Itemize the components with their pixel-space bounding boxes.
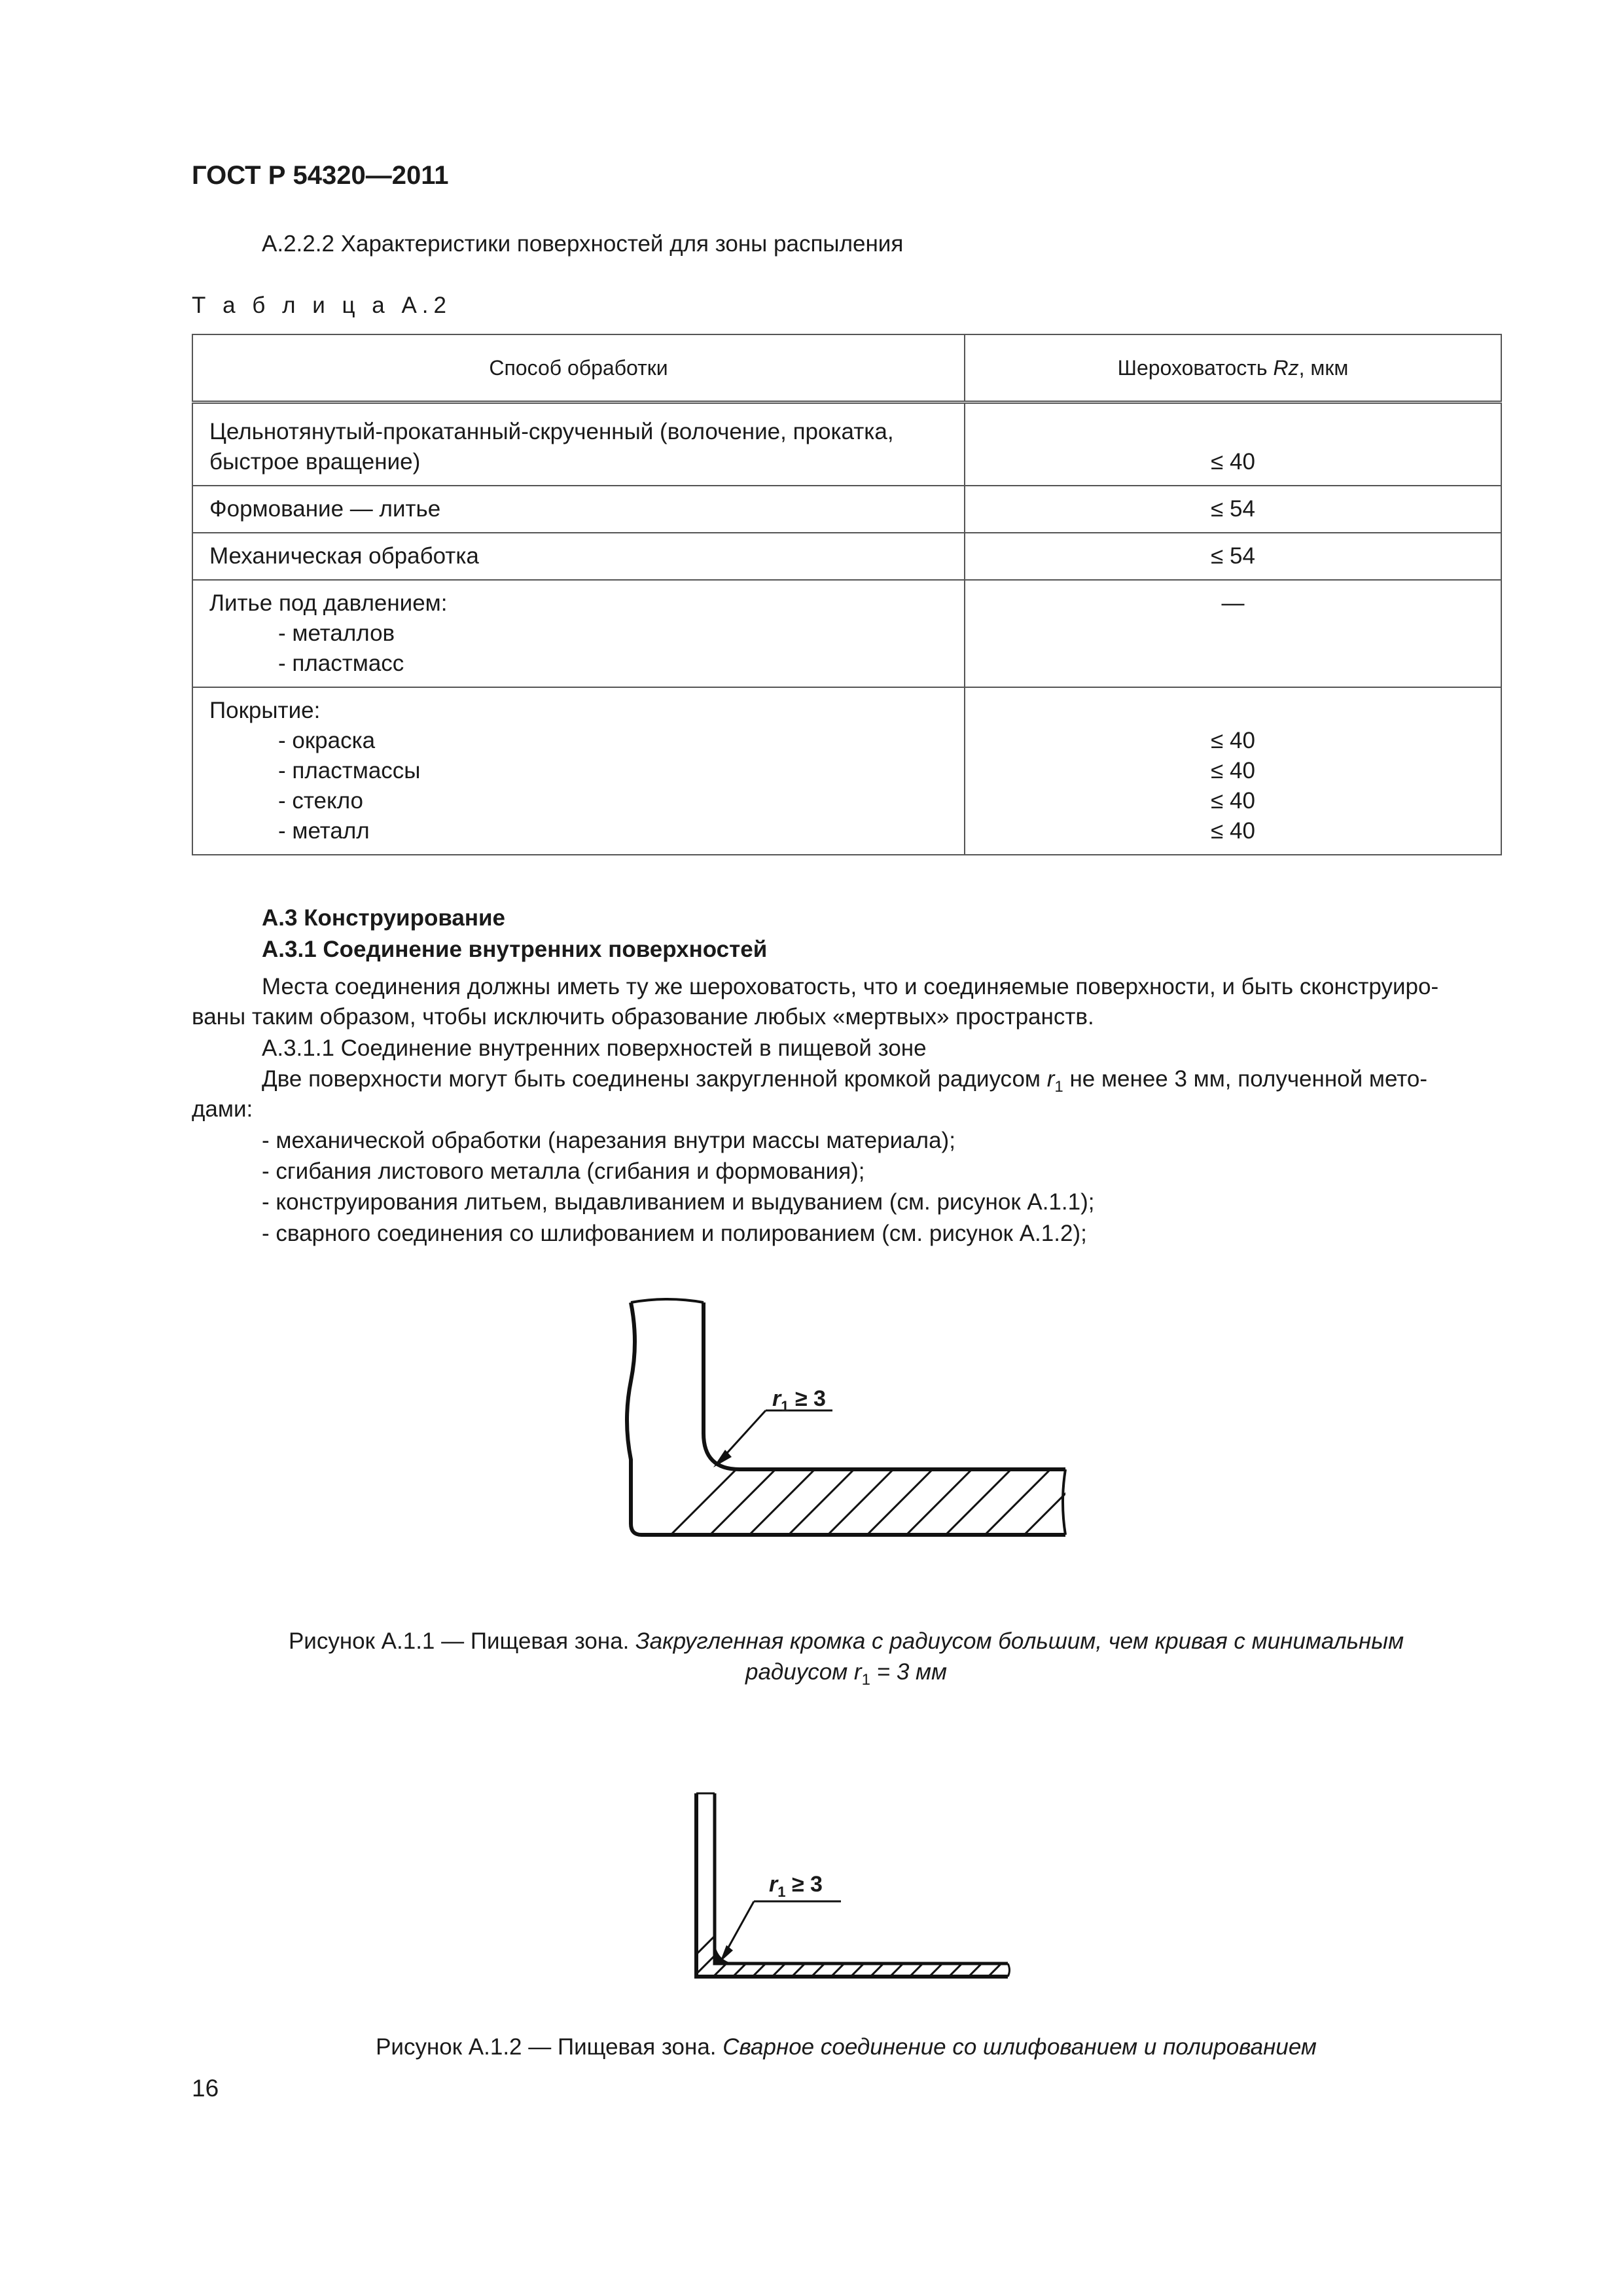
figure1-radius-label: $r_1 \ge 3$ — [772, 1386, 826, 1414]
column-header-method: Способ обработки — [192, 334, 965, 403]
column-header-roughness: Шероховатость Rz, мкм — [965, 334, 1501, 403]
cell-line: — — [1221, 590, 1245, 616]
figure-rounded-edge-drawing — [615, 1289, 1086, 1558]
figure-welded-joint-drawing — [681, 1787, 1021, 1983]
figure2-radius-label: $r_1 \ge 3$ — [769, 1872, 823, 1900]
table-cell-value — [965, 533, 1501, 580]
cell-line: ≤ 40 — [1211, 449, 1255, 475]
section-heading-a222: А.2.2.2 Характеристики поверхностей для зоны распыления — [262, 231, 904, 257]
subsection-title-a31: А.3.1 Соединение внутренних поверхностей — [262, 937, 768, 962]
table-cell-value — [965, 403, 1501, 486]
cell-line: Покрытие: — [209, 698, 321, 723]
table-row — [192, 486, 1501, 533]
figure2-caption: Рисунок А.1.2 — Пищевая зона. Сварное соединение со шлифованием и полированием — [376, 2034, 1317, 2060]
table-cell-value — [965, 687, 1501, 855]
table-row — [192, 533, 1501, 580]
cell-line: Литье под давлением: — [209, 590, 448, 616]
cell-line: ≤ 40 — [1211, 758, 1255, 783]
cell-line: - пластмасс — [278, 651, 404, 676]
paragraph-line: Две поверхности могут быть соединены закругленной кромкой радиусом $r_1$ не менее 3 мм, полученной мето- — [262, 1066, 1428, 1096]
list-item: - сгибания листового металла (сгибания и формования); — [262, 1158, 865, 1184]
table-header-row — [192, 334, 1501, 403]
cell-line: - стекло — [278, 788, 363, 814]
table-cell-method — [192, 486, 965, 533]
table-row — [192, 687, 1501, 855]
table-cell-value — [965, 486, 1501, 533]
cell-line: Формование — литье — [209, 496, 441, 522]
cell-line — [982, 619, 1484, 649]
clause-heading-a311: А.3.1.1 Соединение внутренних поверхностей в пищевой зоне — [262, 1035, 927, 1061]
table-cell-method — [192, 403, 965, 486]
section-title-a3: А.3 Конструирование — [262, 905, 505, 931]
cell-line: - окраска — [278, 728, 376, 753]
table-row — [192, 580, 1501, 687]
list-item: - механической обработки (нарезания внутри массы материала); — [262, 1128, 955, 1153]
cell-line: ≤ 40 — [1211, 788, 1255, 814]
cell-line — [982, 417, 1484, 447]
document-number: ГОСТ Р 54320—2011 — [192, 161, 449, 190]
cell-line: Механическая обработка — [209, 543, 479, 569]
cell-line: Цельнотянутый-прокатанный-скрученный (волочение, прокатка, — [209, 419, 894, 444]
cell-line: ≤ 54 — [1211, 496, 1255, 522]
cell-line: ≤ 54 — [1211, 543, 1255, 569]
paragraph-line: Места соединения должны иметь ту же шероховатость, что и соединяемые поверхности, и быть сконструиро- — [262, 974, 1439, 999]
figure1-caption-line2: радиусом $r_1 = 3$ мм — [745, 1659, 948, 1689]
cell-line: ≤ 40 — [1211, 728, 1255, 753]
cell-line: ≤ 40 — [1211, 818, 1255, 844]
table-cell-value — [965, 580, 1501, 687]
cell-line — [982, 696, 1484, 726]
table-cell-method — [192, 533, 965, 580]
page-number: 16 — [192, 2075, 219, 2102]
list-item: - конструирования литьем, выдавливанием и выдуванием (см. рисунок А.1.1); — [262, 1189, 1095, 1215]
cell-line: - металл — [278, 818, 370, 844]
cell-line: - пластмассы — [278, 758, 421, 783]
table-caption: Т а б л и ц а А.2 — [192, 293, 452, 318]
paragraph-line: дами: — [192, 1096, 253, 1122]
list-item: - сварного соединения со шлифованием и полированием (см. рисунок А.1.2); — [262, 1221, 1087, 1246]
table-cell-method — [192, 687, 965, 855]
roughness-table — [192, 334, 1502, 855]
cell-line: быстрое вращение) — [209, 449, 421, 475]
table-row — [192, 403, 1501, 486]
cell-line — [982, 649, 1484, 679]
figure1-caption: Рисунок А.1.1 — Пищевая зона. Закругленная кромка с радиусом большим, чем кривая с минимальным — [288, 1628, 1404, 1654]
cell-line: - металлов — [278, 620, 395, 646]
paragraph-line: ваны таким образом, чтобы исключить образование любых «мертвых» пространств. — [192, 1004, 1094, 1030]
table-cell-method — [192, 580, 965, 687]
